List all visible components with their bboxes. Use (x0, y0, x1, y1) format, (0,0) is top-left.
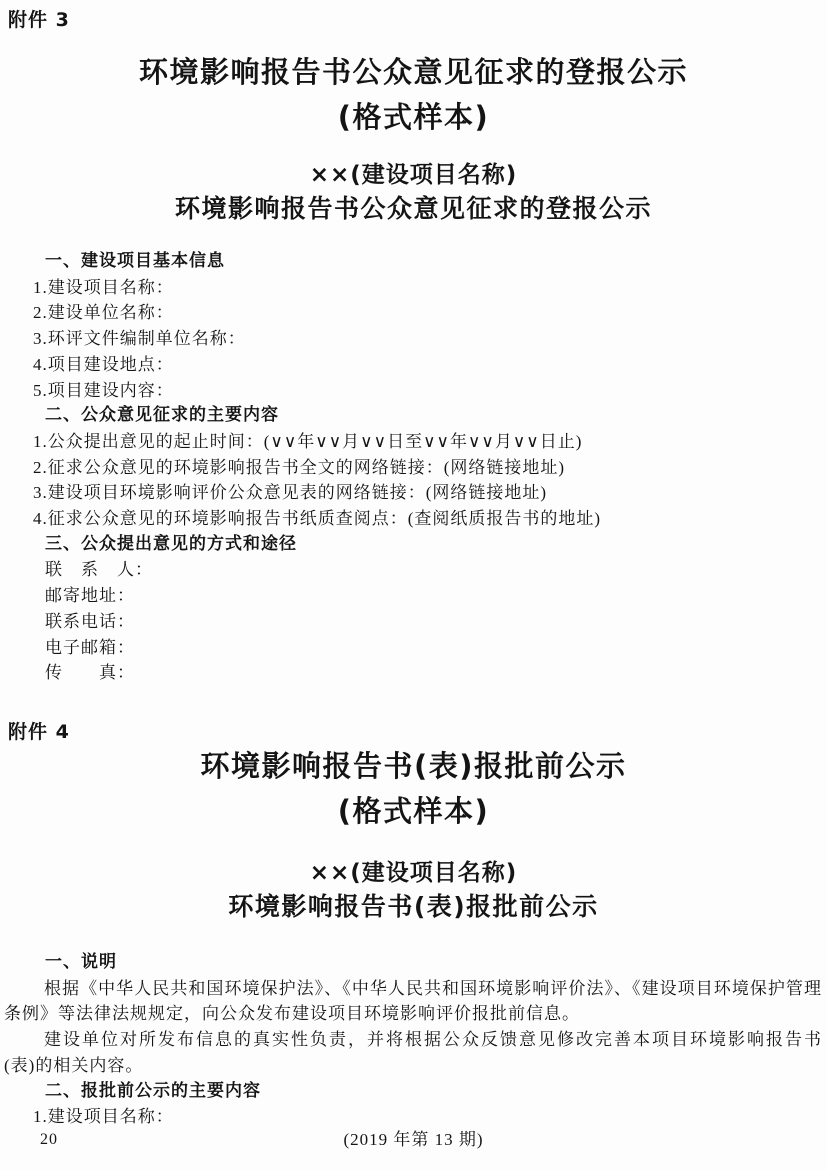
contact-line: 邮寄地址： (45, 586, 135, 606)
attachment4-label: 附件 4 (8, 721, 70, 743)
section-heading: 一、建设项目基本信息 (45, 251, 225, 271)
paragraph-line: 条例》等法律法规规定，向公众发布建设项目环境影响评价报批前信息。 (4, 1004, 580, 1024)
attachment3-title-line1: 环境影响报告书公众意见征求的登报公示 (138, 55, 688, 89)
form-field-line: 4.征求公众意见的环境影响报告书纸质查阅点：(查阅纸质报告书的地址) (33, 509, 602, 529)
contact-line: 联系电话： (45, 611, 135, 631)
attachment4-title (0, 744, 827, 834)
section-heading: 一、说明 (45, 952, 117, 972)
form-field-line: 1.公众提出意见的起止时间：(∨∨年∨∨月∨∨日至∨∨年∨∨月∨∨日止) (33, 431, 583, 451)
section-heading: 二、报批前公示的主要内容 (45, 1080, 261, 1101)
form-field-line: 4.项目建设地点： (33, 354, 174, 374)
form-field-line: 3.环评文件编制单位名称： (33, 329, 246, 349)
paragraph-line: 建设单位对所发布信息的真实性负责，并将根据公众反馈意见修改完善本项目环境影响报告书 (44, 1030, 822, 1050)
form-field-line: 2.建设单位名称： (33, 303, 174, 323)
attachment4-subtitle-line1: ××(建设项目名称) (309, 860, 518, 886)
attachment3-subtitle (0, 158, 827, 226)
form-field-line: 1.建设项目名称： (33, 1107, 174, 1127)
attachment3-subtitle-line1: ××(建设项目名称) (309, 162, 518, 188)
attachment3-title-line2: (格式样本) (337, 100, 490, 134)
form-field-line: 3.建设项目环境影响评价公众意见表的网络链接：(网络链接地址) (33, 483, 548, 503)
section-heading: 二、公众意见征求的主要内容 (45, 405, 279, 426)
attachment4-subtitle (0, 856, 827, 924)
form-field-line: 2.征求公众意见的环境影响报告书全文的网络链接：(网络链接地址) (33, 457, 566, 477)
attachment4-subtitle-line2: 环境影响报告书(表)报批前公示 (228, 892, 599, 921)
attachment3-subtitle-line2: 环境影响报告书公众意见征求的登报公示 (174, 194, 652, 223)
contact-line: 电子邮箱： (45, 637, 135, 657)
paragraph-line: 根据《中华人民共和国环境保护法》、《中华人民共和国环境影响评价法》、《建设项目环境保护管理 (44, 978, 822, 998)
attachment4-body (4, 950, 822, 1130)
section-heading: 三、公众提出意见的方式和途径 (45, 533, 297, 554)
attachment3-body (4, 249, 822, 686)
paragraph-line: (表)的相关内容。 (4, 1055, 144, 1075)
form-field-line: 1.建设项目名称： (33, 277, 174, 297)
attachment4-title-line1: 环境影响报告书(表)报批前公示 (200, 749, 627, 783)
page-number: 20 (40, 1131, 58, 1148)
contact-line: 传 真： (45, 663, 135, 683)
contact-line: 联 系 人： (45, 560, 153, 580)
attachment4-title-line2: (格式样本) (337, 794, 490, 828)
attachment3-label: 附件 3 (8, 9, 70, 31)
issue-number: (2019 年第 13 期) (343, 1130, 484, 1149)
form-field-line: 5.项目建设内容： (33, 380, 174, 400)
attachment3-title (0, 50, 827, 140)
